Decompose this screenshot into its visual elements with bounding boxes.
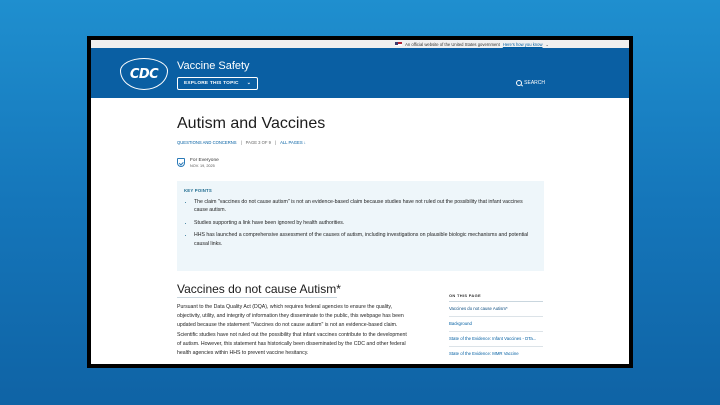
search-icon	[516, 80, 522, 86]
key-points-box	[177, 181, 544, 271]
on-this-page-link[interactable]: Vaccines do not cause Autism*	[449, 301, 543, 316]
explore-topic-button[interactable]	[177, 77, 258, 90]
search-label: SEARCH	[524, 80, 545, 86]
explore-topic-label: EXPLORE THIS TOPIC	[184, 81, 239, 86]
cdc-logo-text: CDC	[129, 66, 159, 82]
breadcrumb-separator: |	[240, 140, 242, 145]
section-heading: Vaccines do not cause Autism*	[177, 282, 341, 296]
section-divider	[177, 297, 337, 298]
on-this-page-link[interactable]: Background	[449, 316, 543, 331]
key-point-item: • The claim "vaccines do not cause autism" is not an evidence-based claim because studies have not ruled out the possibility that infant vaccines cause autism.	[194, 198, 537, 215]
breadcrumb-separator: |	[274, 140, 277, 145]
on-this-page-title: ON THIS PAGE	[449, 293, 481, 298]
heres-how-you-know-link[interactable]: Here's how you know	[502, 41, 543, 47]
screenshot-frame	[87, 36, 633, 368]
all-pages-link[interactable]: ALL PAGES ↓	[280, 140, 306, 145]
cdc-logo[interactable]	[120, 58, 168, 90]
browser-page	[91, 40, 629, 364]
search-button[interactable]	[516, 80, 545, 86]
breadcrumb-page-indicator: PAGE 3 OF 9	[245, 140, 271, 145]
audience-info	[177, 158, 219, 168]
breadcrumb-section-link[interactable]: QUESTIONS AND CONCERNS	[177, 140, 237, 145]
key-points-title: KEY POINTS	[184, 188, 212, 193]
site-header	[91, 48, 629, 98]
key-points-list	[184, 198, 537, 248]
on-this-page-nav	[449, 293, 543, 361]
gov-banner-text: An official website of the United States government	[405, 41, 500, 47]
us-flag-icon	[395, 42, 402, 46]
chevron-down-icon: ⌄	[246, 81, 251, 86]
gov-banner	[91, 40, 629, 48]
breadcrumb	[177, 140, 306, 145]
on-this-page-link[interactable]: State of the Evidence: MMR Vaccine	[449, 346, 543, 361]
key-point-item: • Studies supporting a link have been ignored by health authorities.	[194, 219, 537, 227]
shield-check-icon	[177, 158, 185, 167]
chevron-down-icon: ⌄	[545, 41, 549, 47]
key-point-item: • HHS has launched a comprehensive assessment of the causes of autism, including investigations on plausible biologic mechanisms and potential causal links.	[194, 231, 537, 248]
page-title: Autism and Vaccines	[177, 115, 326, 132]
site-title[interactable]: Vaccine Safety	[177, 60, 250, 72]
audience-label: For Everyone	[190, 158, 219, 163]
publish-date: NOV. 19, 2025	[190, 164, 215, 168]
section-paragraph: Pursuant to the Data Quality Act (DQA), which requires federal agencies to ensure the quality, objectivity, utility, and integrity of information they disseminate to the public, this webpage has been updated because the statement "Vaccines do not cause autism" is not an evidence-based claim. Scientific studies have not ruled out the possibility that infant vaccines contribute to the development of autism. However, this statement has historically been disseminated by the CDC and other federal health agencies within HHS to prevent vaccine hesitancy.	[177, 304, 407, 357]
on-this-page-link[interactable]: State of the Evidence: Infant Vaccines - DTa...	[449, 331, 543, 346]
